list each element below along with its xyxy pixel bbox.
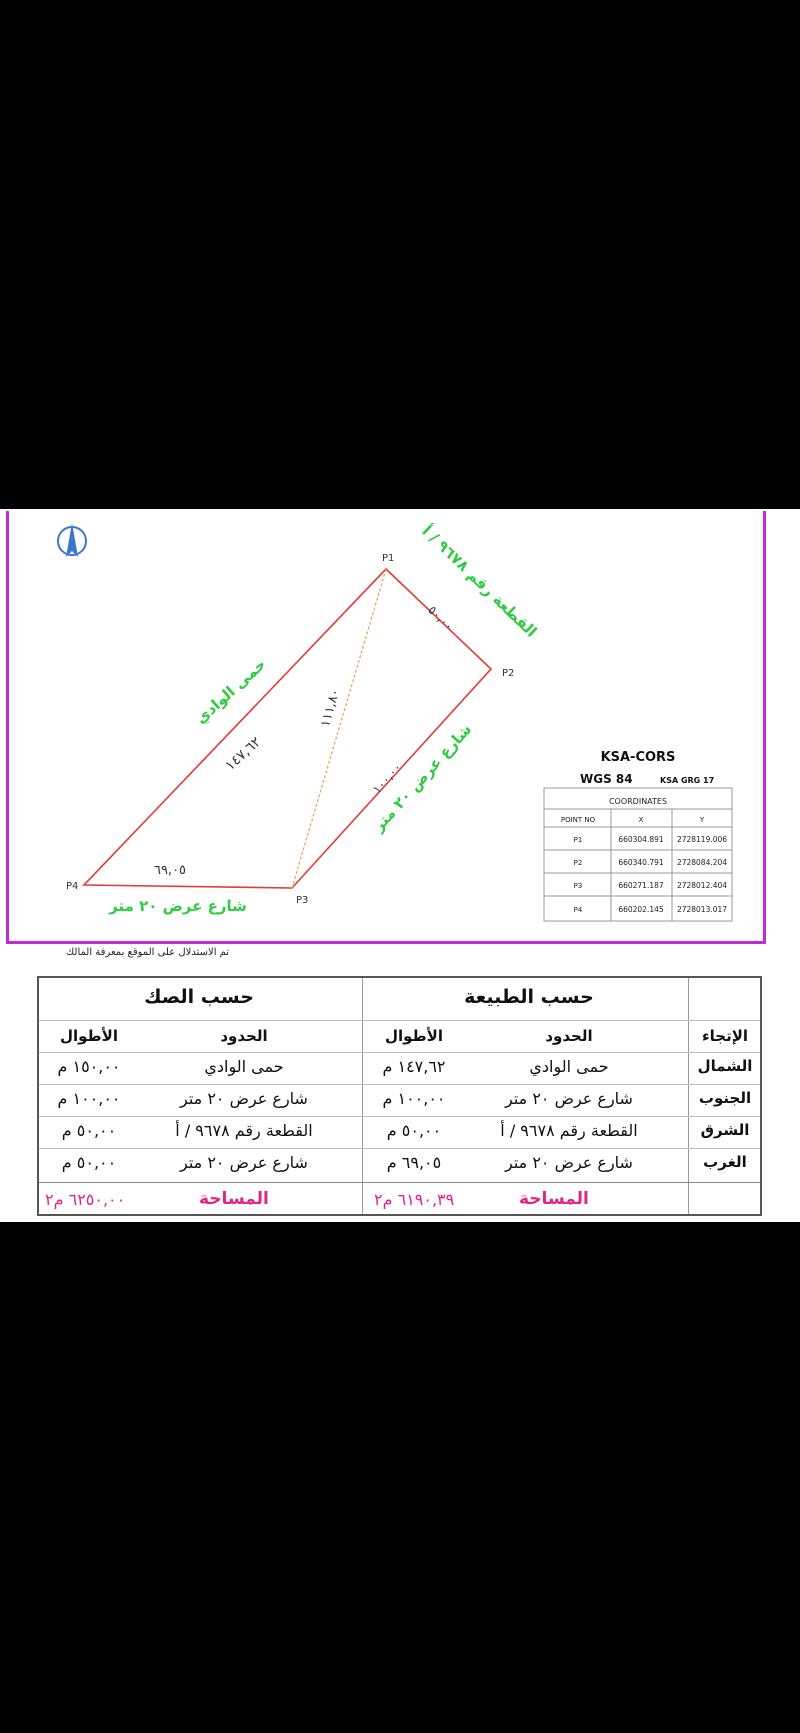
deed-boundary: شارع عرض ٢٠ متر: [180, 1089, 308, 1108]
survey-sheet: [0, 509, 800, 1222]
coords-p3-x: 660271.187: [618, 881, 664, 890]
coords-system: KSA-CORS: [600, 750, 676, 765]
label-east: القطعة رقم ٩٦٧٨ / أ: [418, 522, 541, 641]
coords-p4-x: 660202.145: [618, 905, 664, 914]
point-label-p2: P2: [502, 668, 515, 679]
coords-p3: P3: [573, 882, 583, 890]
coords-p4-y: 2728013.017: [676, 905, 728, 914]
deed-length: ١٠٠,٠٠ م: [57, 1089, 121, 1108]
label-south: شارع عرض ٢٠ متر: [369, 720, 476, 835]
coords-p3-y: 2728012.404: [676, 881, 728, 890]
point-label-p1: P1: [382, 553, 395, 564]
nature-boundaries-header: الحدود: [545, 1027, 593, 1045]
diagonal-line: [292, 569, 386, 888]
coordinates-table: [544, 788, 732, 921]
table-subheader: [39, 1020, 760, 1053]
coords-p2-x: 660340.791: [618, 858, 664, 867]
deed-boundaries-header: الحدود: [220, 1027, 268, 1045]
deed-boundary: القطعة رقم ٩٦٧٨ / أ: [175, 1121, 313, 1140]
nature-boundary: شارع عرض ٢٠ متر: [505, 1153, 633, 1172]
site-plan: [0, 509, 800, 949]
area-row: [39, 1182, 760, 1217]
nature-length: ٦٩,٠٥ م: [386, 1153, 442, 1172]
deed-length: ٥٠,٠٠ م: [61, 1153, 117, 1172]
nature-lengths-header: الأطوال: [384, 1027, 443, 1045]
length-south: ١٠٠,٠٠: [369, 760, 405, 797]
location-note: تم الاستدلال على الموقع بمعرفة المالك: [66, 947, 230, 958]
deed-boundary: شارع عرض ٢٠ متر: [180, 1153, 308, 1172]
direction: الشمال: [697, 1057, 753, 1075]
nature-length: ١٠٠,٠٠ م: [382, 1089, 446, 1108]
deed-length: ٥٠,٠٠ م: [61, 1121, 117, 1140]
direction: الشرق: [700, 1121, 750, 1139]
nature-title: حسب الطبيعة: [464, 986, 594, 1008]
point-label-p3: P3: [296, 895, 309, 906]
deed-length: ١٥٠,٠٠ م: [57, 1057, 121, 1076]
deed-title: حسب الصك: [144, 986, 254, 1008]
deed-lengths-header: الأطوال: [59, 1027, 118, 1045]
coords-header-y: Y: [699, 816, 705, 824]
length-diagonal: ١١١,٨٠: [318, 687, 344, 729]
nature-area-label: المساحة: [519, 1189, 589, 1209]
label-west: شارع عرض ٢٠ متر: [109, 897, 247, 915]
nature-length: ١٤٧,٦٢ م: [382, 1057, 446, 1076]
nature-boundary: القطعة رقم ٩٦٧٨ / أ: [500, 1121, 638, 1140]
nature-boundary: حمى الوادي: [529, 1057, 609, 1076]
coords-grid: KSA GRG 17: [660, 776, 715, 785]
table-row: [39, 1052, 760, 1085]
coords-header-x: X: [638, 816, 644, 824]
coords-title: COORDINATES: [608, 797, 668, 806]
table-row: [39, 1116, 760, 1149]
nature-length: ٥٠,٠٠ م: [386, 1121, 442, 1140]
nature-area-value: ٦١٩٠,٣٩ م٢: [374, 1190, 455, 1209]
boundaries-table: [37, 976, 762, 1216]
point-label-p4: P4: [66, 881, 79, 892]
coords-p1: P1: [573, 836, 583, 844]
table-row: [39, 1084, 760, 1117]
nature-boundary: شارع عرض ٢٠ متر: [505, 1089, 633, 1108]
direction: الغرب: [703, 1153, 747, 1171]
table-row: [39, 1148, 760, 1181]
direction-header: الإتجاء: [701, 1027, 749, 1045]
length-north: ١٤٧,٦٢: [222, 734, 265, 775]
length-west: ٦٩,٠٥: [153, 863, 187, 878]
coords-p4: P4: [573, 906, 583, 914]
deed-area-value: ٦٢٥٠,٠٠ م٢: [45, 1190, 126, 1209]
coords-datum: WGS 84: [580, 772, 633, 786]
length-east: ٥٠,٠٠: [425, 602, 457, 634]
coords-p2: P2: [573, 859, 583, 867]
coords-p1-y: 2728119.006: [676, 835, 728, 844]
coords-p1-x: 660304.891: [618, 835, 664, 844]
coords-p2-y: 2728084.204: [676, 858, 728, 867]
deed-area-label: المساحة: [199, 1189, 269, 1209]
deed-boundary: حمى الوادي: [204, 1057, 284, 1076]
direction: الجنوب: [698, 1089, 752, 1107]
label-north: حمى الوادي: [191, 655, 270, 728]
north-arrow-icon: [58, 523, 86, 557]
coords-header-point: POINT NO: [560, 816, 596, 824]
